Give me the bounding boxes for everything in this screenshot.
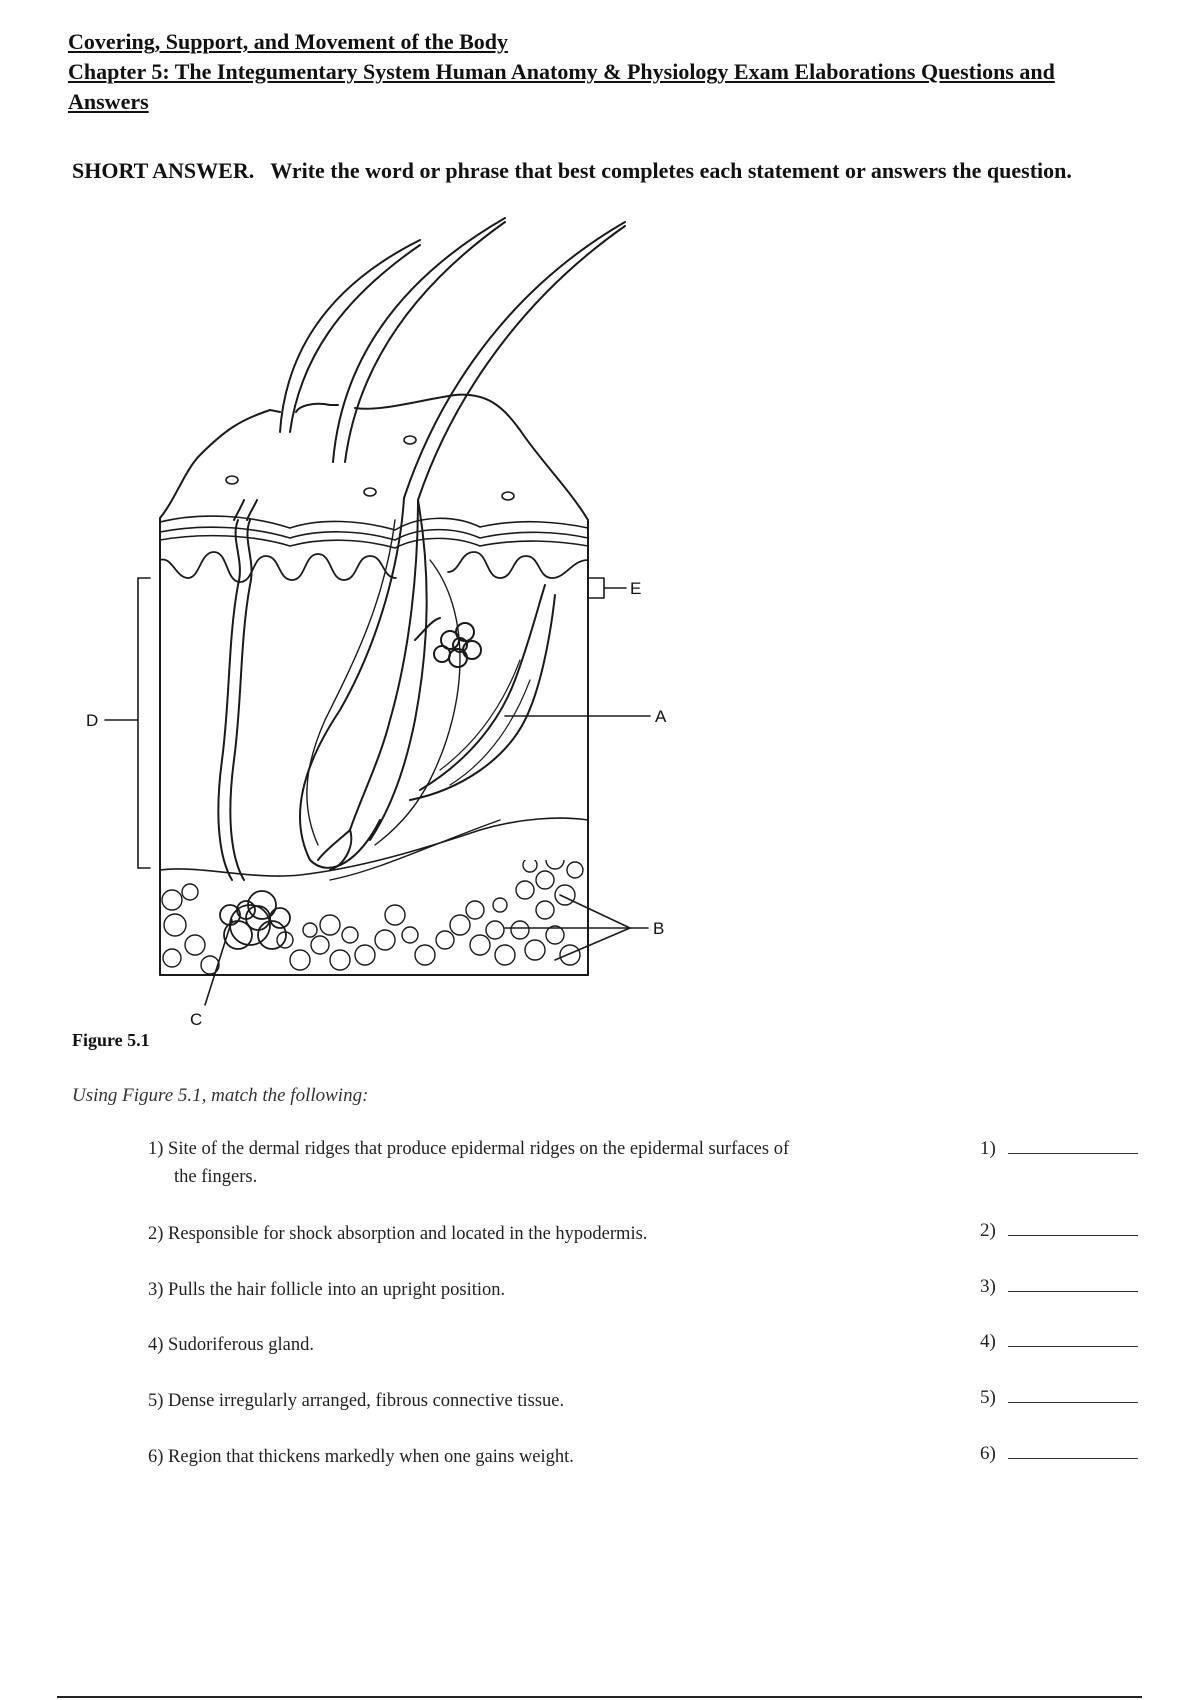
dermal-papillae (160, 552, 588, 582)
figure-label-d: D (86, 711, 99, 730)
question-text-continued: the fingers. (174, 1167, 258, 1187)
answer-blank-2[interactable]: 2) (980, 1220, 1138, 1242)
question-text: Site of the dermal ridges that produce epidermal ridges on the epidermal surfaces of (168, 1139, 790, 1159)
page-bottom-rule (57, 1696, 1142, 1698)
label-b-pointer (505, 895, 648, 960)
header-line-2: Chapter 5: The Integumentary System Human Anatomy & Physiology Exam Elaborations Questions and Answers (68, 59, 1055, 114)
question-5 (148, 1387, 564, 1415)
figure-label-e: E (630, 579, 642, 598)
question-2 (148, 1220, 647, 1248)
matching-prompt: Using Figure 5.1, match the following: (72, 1085, 369, 1106)
question-6 (148, 1443, 574, 1471)
label-d-bracket (105, 578, 150, 868)
epidermis-layers (160, 516, 588, 548)
figure-label-b: B (653, 919, 665, 938)
question-text: Region that thickens markedly when one gains weight. (168, 1447, 574, 1467)
hair-follicle (300, 498, 460, 870)
question-text: Pulls the hair follicle into an upright position. (168, 1280, 506, 1300)
figure-caption: Figure 5.1 (72, 1030, 150, 1050)
sweat-gland-coil (220, 891, 290, 949)
question-1 (148, 1135, 948, 1191)
sweat-duct (218, 500, 257, 880)
answer-blank-3[interactable]: 3) (980, 1276, 1138, 1298)
question-number: 4) (148, 1335, 164, 1355)
instructions-lead: SHORT ANSWER. (72, 158, 255, 183)
adipose-cells (162, 851, 583, 974)
answer-blank-4[interactable]: 4) (980, 1331, 1138, 1353)
question-text: Dense irregularly arranged, fibrous connective tissue. (168, 1391, 565, 1411)
arrector-pili-muscle (410, 585, 555, 800)
figure-label-a: A (655, 707, 667, 726)
question-text: Responsible for shock absorption and located in the hypodermis. (168, 1224, 648, 1244)
skin-pores (226, 436, 514, 500)
question-number: 2) (148, 1224, 164, 1244)
question-number: 5) (148, 1391, 164, 1411)
label-c-pointer (205, 920, 232, 1005)
figure-label-c: C (190, 1010, 203, 1029)
question-number: 6) (148, 1447, 164, 1467)
answer-blank-1[interactable]: 1) (980, 1138, 1138, 1160)
question-number: 1) (148, 1139, 164, 1159)
hair-shafts (280, 218, 625, 500)
question-4 (148, 1331, 314, 1359)
question-text: Sudoriferous gland. (168, 1335, 314, 1355)
answer-blank-5[interactable]: 5) (980, 1387, 1138, 1409)
question-3 (148, 1276, 505, 1304)
answer-blank-6[interactable]: 6) (980, 1443, 1138, 1465)
instructions-text: Write the word or phrase that best completes each statement or answers the question. (270, 158, 1072, 183)
label-e-pointer (588, 578, 626, 598)
question-number: 3) (148, 1280, 164, 1300)
skin-block-outline (160, 395, 588, 975)
header-line-1: Covering, Support, and Movement of the Body (68, 29, 509, 54)
